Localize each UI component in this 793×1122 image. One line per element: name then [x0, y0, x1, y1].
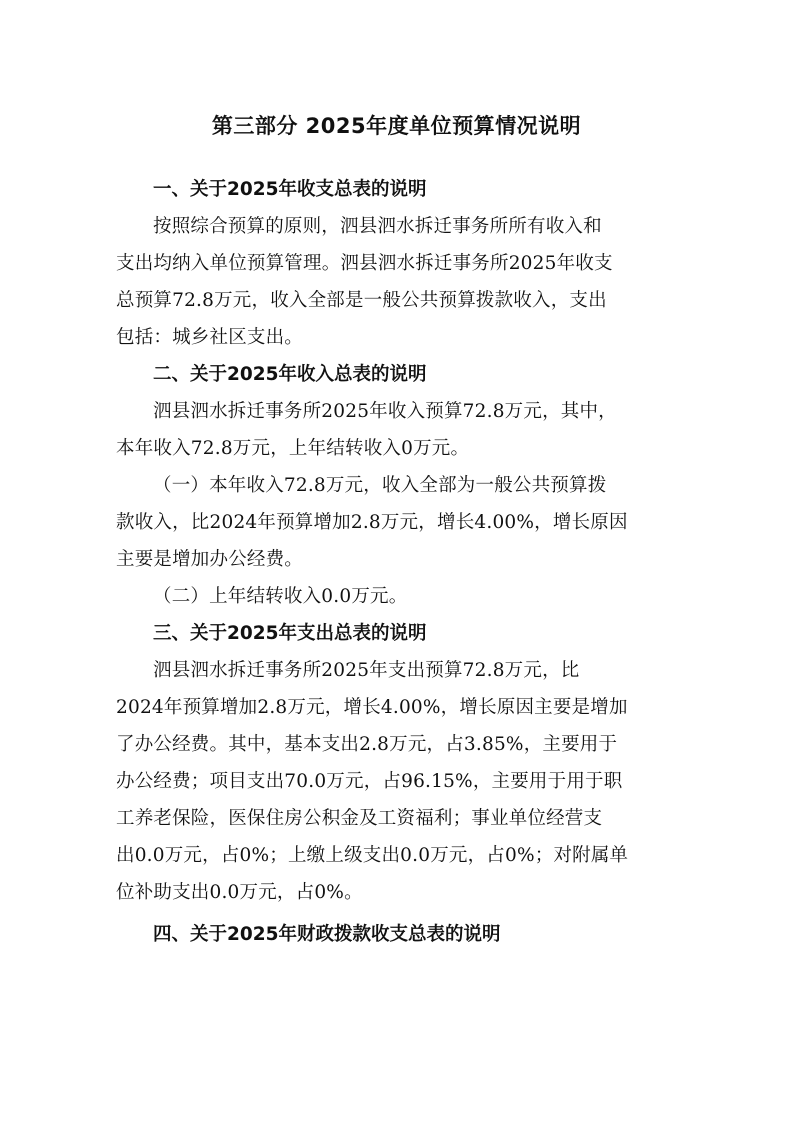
paragraph-line: 工养老保险，医保住房公积金及工资福利；事业单位经营支 — [116, 808, 603, 829]
paragraph-line: 出0.0万元，占0%；上缴上级支出0.0万元，占0%；对附属单 — [116, 845, 629, 866]
paragraph — [116, 208, 676, 356]
paragraph-line: 泗县泗水拆迁事务所2025年收入预算72.8万元，其中， — [153, 401, 617, 422]
paragraph-line: 主要是增加办公经费。 — [116, 549, 304, 570]
paragraph — [116, 467, 676, 578]
paragraph-line: 总预算72.8万元，收入全部是一般公共预算拨款收入，支出 — [116, 290, 607, 311]
section-heading: 四、关于2025年财政拨款收支总表的说明 — [153, 924, 501, 945]
section-2 — [116, 356, 676, 615]
paragraph-line: 位补助支出0.0万元，占0%。 — [116, 882, 363, 903]
paragraph-line: 泗县泗水拆迁事务所2025年支出预算72.8万元，比 — [153, 660, 580, 681]
document-title: 第三部分 2025年度单位预算情况说明 — [211, 114, 582, 138]
paragraph — [116, 578, 676, 615]
paragraph-line: 2024年预算增加2.8万元，增长4.00%，增长原因主要是增加 — [116, 697, 628, 718]
paragraph — [116, 652, 676, 911]
paragraph-line: 包括：城乡社区支出。 — [116, 327, 304, 348]
section-3 — [116, 615, 676, 911]
paragraph-line: （二）上年结转收入0.0万元。 — [153, 586, 408, 607]
section-heading: 二、关于2025年收入总表的说明 — [153, 364, 427, 385]
document-body — [116, 171, 676, 953]
paragraph-line: 按照综合预算的原则，泗县泗水拆迁事务所所有收入和 — [153, 216, 602, 237]
paragraph — [116, 393, 676, 467]
paragraph-line: 了办公经费。其中，基本支出2.8万元，占3.85%，主要用于 — [116, 734, 618, 755]
paragraph-line: 支出均纳入单位预算管理。泗县泗水拆迁事务所2025年收支 — [116, 253, 613, 274]
section-4 — [116, 916, 676, 953]
section-1 — [116, 171, 676, 356]
section-heading: 一、关于2025年收支总表的说明 — [153, 179, 427, 200]
paragraph-line: 办公经费；项目支出70.0万元，占96.15%，主要用于用于职 — [116, 771, 623, 792]
section-heading: 三、关于2025年支出总表的说明 — [153, 623, 427, 644]
paragraph-line: 本年收入72.8万元，上年结转收入0万元。 — [116, 438, 470, 459]
paragraph-line: 款收入，比2024年预算增加2.8万元，增长4.00%，增长原因 — [116, 512, 628, 533]
paragraph-line: （一）本年收入72.8万元，收入全部为一般公共预算拨 — [153, 475, 607, 496]
